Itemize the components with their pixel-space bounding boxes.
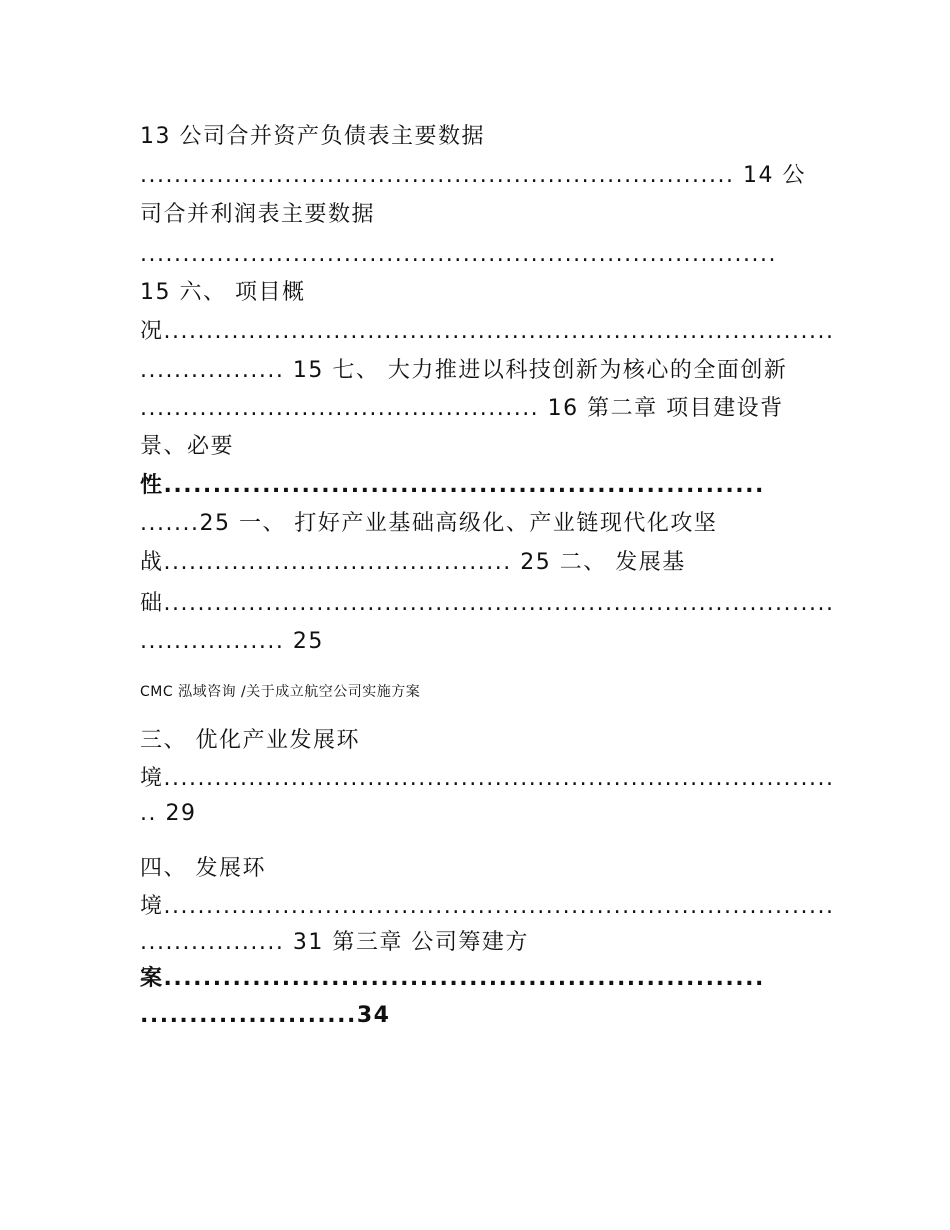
page-header: CMC 泓域咨询 /关于成立航空公司实施方案 xyxy=(140,684,421,700)
toc-line: ................. 31 第三章 公司筹建方 xyxy=(140,930,529,955)
toc-line: 性............................................................. xyxy=(140,473,765,498)
toc-line: 况............................................................................... xyxy=(140,319,835,344)
toc-line: ............................................... 16 第二章 项目建设背 xyxy=(140,396,784,421)
toc-line: 案............................................................. xyxy=(140,966,765,991)
toc-line: 础............................................................................... xyxy=(140,591,835,616)
toc-line: ................. 15 七、 大力推进以科技创新为核心的全面创新 xyxy=(140,358,788,383)
toc-line: 境............................................................................... xyxy=(140,894,835,919)
toc-line: ...................................................................... 14 公 xyxy=(140,163,807,188)
toc-line: 境............................................................................... xyxy=(140,766,835,791)
toc-line: 13 公司合并资产负债表主要数据 xyxy=(140,124,485,149)
toc-line: 司合并利润表主要数据 xyxy=(140,202,376,227)
toc-line: 15 六、 项目概 xyxy=(140,280,306,305)
toc-line: ................. 25 xyxy=(140,629,324,654)
toc-line: 四、 发展环 xyxy=(140,856,266,881)
toc-line: 景、必要 xyxy=(140,434,235,459)
toc-line: 三、 优化产业发展环 xyxy=(140,728,360,753)
toc-line: ........................................................................... xyxy=(140,242,777,267)
toc-line: 战......................................... 25 二、 发展基 xyxy=(140,550,686,575)
toc-line: .. 29 xyxy=(140,801,197,826)
toc-line: .......25 一、 打好产业基础高级化、产业链现代化攻坚 xyxy=(140,511,718,536)
toc-line: ......................34 xyxy=(140,1003,391,1028)
